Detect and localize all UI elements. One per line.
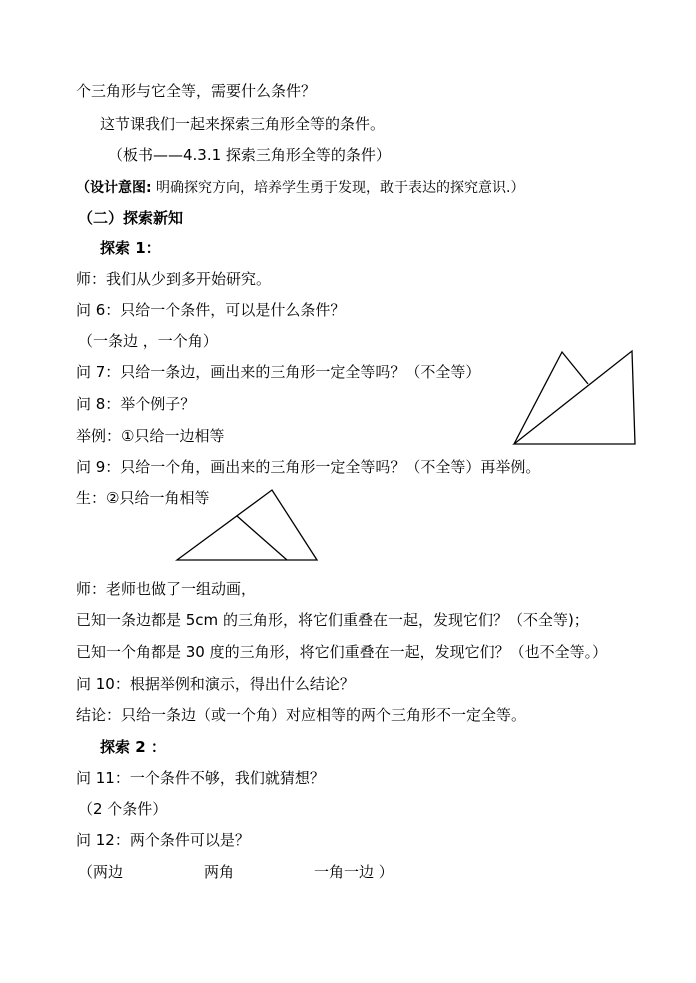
explore-2-heading: 探索 2 ： — [100, 738, 166, 756]
known-side-line: 已知一条边都是 5cm 的三角形，将它们重叠在一起，发现它们？（不全等)； — [76, 611, 589, 629]
small-triangle — [514, 352, 588, 444]
question-11: 问 11：一个条件不够，我们就猜想？ — [76, 769, 325, 787]
teacher-line-1: 师：我们从少到多开始研究。 — [76, 270, 272, 288]
large-triangle — [514, 351, 635, 444]
explore-1-heading: 探索 1： — [100, 239, 161, 257]
answer-6: （一条边 ，一个角） — [78, 332, 218, 350]
conclusion: 结论：只给一条边（或一个角）对应相等的两个三角形不一定全等。 — [76, 706, 527, 724]
overlapping-triangles-side-figure — [508, 348, 638, 448]
student-line-2: 生：②只给一角相等 — [76, 489, 210, 507]
option-two-sides: （两边 — [78, 863, 124, 881]
question-8: 问 8：举个例子？ — [76, 395, 196, 413]
question-10: 问 10：根据举例和演示，得出什么结论？ — [76, 675, 355, 693]
teacher-line-2: 师：老师也做了一组动画， — [76, 580, 257, 598]
answer-11: （2 个条件） — [78, 800, 168, 818]
overlapping-triangles-angle-figure — [174, 487, 322, 565]
option-angle-side: 一角一边 ） — [314, 863, 394, 881]
text-line-1: 个三角形与它全等，需要什么条件？ — [76, 82, 317, 100]
question-12: 问 12：两个条件可以是？ — [76, 831, 250, 849]
known-angle-line: 已知一个角都是 30 度的三角形，将它们重叠在一起，发现它们？（也不全等。） — [76, 643, 608, 661]
design-intent-text: 明确探究方向，培养学生勇于发现，敢于表达的探究意识.） — [151, 180, 525, 196]
question-9: 问 9：只给一个角，画出来的三角形一定全等吗？（不全等）再举例。 — [76, 458, 541, 476]
example-1: 举例：①只给一边相等 — [76, 427, 225, 445]
option-two-angles: 两角 — [204, 863, 235, 881]
text-line-2: 这节课我们一起来探索三角形全等的条件。 — [100, 115, 386, 133]
question-6: 问 6：只给一个条件，可以是什么条件？ — [76, 301, 346, 319]
design-intent — [76, 178, 525, 198]
question-7: 问 7：只给一条边，画出来的三角形一定全等吗？（不全等） — [76, 363, 481, 381]
board-note: （板书——4.3.1 探索三角形全等的条件） — [108, 146, 391, 164]
section-heading: （二）探索新知 — [78, 209, 184, 227]
design-intent-label: （设计意图: — [76, 180, 152, 196]
inner-line — [237, 516, 287, 560]
